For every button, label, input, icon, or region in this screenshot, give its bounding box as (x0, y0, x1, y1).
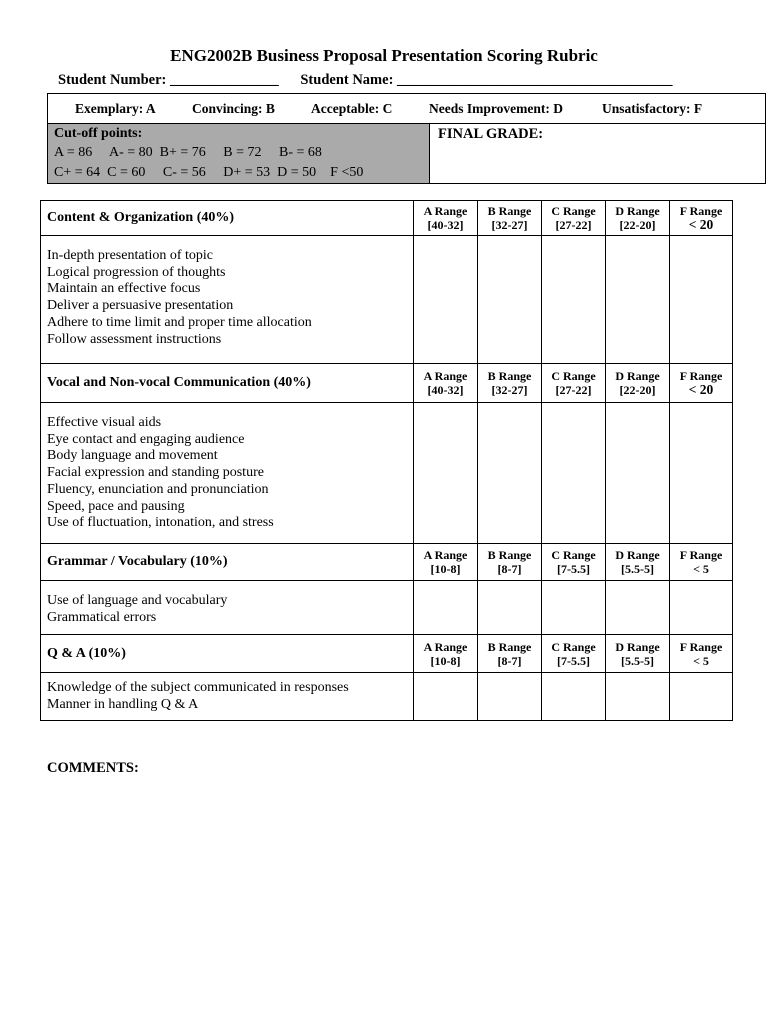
range-f (670, 635, 733, 673)
section-title: Q & A (10%) (41, 635, 414, 673)
range-label: B Range (487, 204, 532, 218)
score-cell-b[interactable] (478, 581, 542, 635)
range-value: [8-7] (497, 653, 522, 668)
criteria-list (41, 581, 414, 635)
score-cell-c[interactable] (542, 673, 606, 721)
range-label: F Range (679, 369, 723, 383)
range-value: [40-32] (427, 218, 464, 232)
range-value: [40-32] (427, 383, 464, 397)
score-cell-a[interactable] (414, 581, 478, 635)
range-c (542, 544, 606, 581)
range-value: < 5 (693, 653, 709, 668)
range-value: [7-5.5] (557, 653, 590, 668)
score-cell-a[interactable] (414, 673, 478, 721)
range-a (414, 201, 478, 236)
range-value: [27-22] (555, 218, 592, 232)
score-cell-f[interactable] (670, 403, 733, 544)
range-label: D Range (615, 369, 660, 383)
criterion: Body language and movement (47, 448, 218, 464)
score-cell-a[interactable] (414, 403, 478, 544)
cutoff-points-panel (48, 124, 430, 183)
range-label: A Range (423, 369, 468, 383)
criteria-row (41, 236, 733, 364)
cutoff-line-2: C+ = 64 C = 60 C- = 56 D+ = 53 D = 50 F <50 (54, 165, 364, 180)
range-d (606, 635, 670, 673)
criterion: Adhere to time limit and proper time allocation (47, 314, 312, 330)
student-info-line (58, 72, 691, 89)
range-value: [7-5.5] (557, 562, 590, 576)
criteria-row (41, 673, 733, 721)
criterion: Facial expression and standing posture (47, 465, 264, 481)
section-header-row (41, 635, 733, 673)
range-a (414, 364, 478, 403)
range-label: D Range (615, 639, 660, 654)
rubric-table (40, 200, 733, 721)
range-value: [10-8] (430, 653, 461, 668)
range-value: [27-22] (555, 383, 592, 397)
grade-unsatisfactory: Unsatisfactory: F (602, 101, 703, 116)
range-value: [5.5-5] (621, 562, 654, 576)
range-d (606, 544, 670, 581)
score-cell-b[interactable] (478, 403, 542, 544)
score-cell-f[interactable] (670, 236, 733, 364)
range-value: < 20 (688, 217, 714, 232)
range-label: B Range (487, 369, 532, 383)
range-f (670, 364, 733, 403)
section-header-row (41, 201, 733, 236)
range-d (606, 201, 670, 236)
page-title: ENG2002B Business Proposal Presentation Scoring Rubric (170, 46, 598, 65)
criteria-row (41, 581, 733, 635)
student-number-field[interactable]: Student Number: _______________ (58, 72, 279, 88)
grade-exemplary: Exemplary: A (75, 101, 156, 116)
range-value: [32-27] (491, 383, 528, 397)
range-label: B Range (487, 639, 532, 654)
range-label: C Range (551, 204, 596, 218)
range-value: [22-20] (619, 383, 656, 397)
criterion: Effective visual aids (47, 415, 162, 430)
range-a (414, 635, 478, 673)
criteria-list (41, 403, 414, 544)
section-header-row (41, 544, 733, 581)
criteria-list (41, 673, 414, 721)
range-label: C Range (551, 369, 596, 383)
range-value: [22-20] (619, 218, 656, 232)
score-cell-d[interactable] (606, 673, 670, 721)
score-cell-d[interactable] (606, 403, 670, 544)
criteria-list (41, 236, 414, 364)
range-value: < 5 (693, 562, 709, 576)
grade-needs-improvement: Needs Improvement: D (429, 101, 563, 116)
score-cell-d[interactable] (606, 236, 670, 364)
score-cell-d[interactable] (606, 581, 670, 635)
final-grade-label[interactable]: FINAL GRADE: (438, 126, 544, 142)
range-label: C Range (551, 548, 596, 562)
section-title: Grammar / Vocabulary (10%) (41, 544, 414, 581)
grade-scale-row (47, 93, 766, 124)
score-cell-c[interactable] (542, 236, 606, 364)
range-c (542, 364, 606, 403)
range-value: [32-27] (491, 218, 528, 232)
range-value: [8-7] (497, 562, 522, 576)
range-c (542, 201, 606, 236)
grade-convincing: Convincing: B (192, 101, 275, 116)
range-c (542, 635, 606, 673)
criterion: In-depth presentation of topic (47, 248, 214, 263)
range-a (414, 544, 478, 581)
criterion: Eye contact and engaging audience (47, 431, 245, 447)
range-label: A Range (423, 204, 468, 218)
range-label: F Range (679, 204, 723, 218)
section-title: Content & Organization (40%) (41, 201, 414, 236)
range-label: B Range (487, 548, 532, 562)
score-cell-a[interactable] (414, 236, 478, 364)
section-title: Vocal and Non-vocal Communication (40%) (41, 364, 414, 403)
range-value: [10-8] (430, 562, 461, 576)
range-label: D Range (615, 548, 660, 562)
score-cell-f[interactable] (670, 581, 733, 635)
range-label: D Range (615, 204, 660, 218)
criterion: Logical progression of thoughts (47, 264, 226, 280)
criterion: Use of language and vocabulary (47, 593, 228, 608)
score-cell-c[interactable] (542, 581, 606, 635)
criterion: Knowledge of the subject communicated in responses (47, 680, 349, 695)
cutoff-label: Cut-off points: (54, 126, 143, 141)
section-header-row (41, 364, 733, 403)
range-b (478, 364, 542, 403)
student-name-field[interactable]: Student Name: ______________________________________ (300, 72, 673, 88)
range-f (670, 544, 733, 581)
range-label: C Range (551, 639, 596, 654)
cutoff-line-1: A = 86 A- = 80 B+ = 76 B = 72 B- = 68 (54, 145, 322, 160)
criterion: Maintain an effective focus (47, 281, 201, 297)
criterion: Follow assessment instructions (47, 331, 222, 347)
range-b (478, 635, 542, 673)
range-d (606, 364, 670, 403)
range-value: < 20 (688, 382, 714, 397)
range-label: F Range (679, 639, 723, 654)
criterion: Grammatical errors (47, 609, 157, 625)
range-b (478, 201, 542, 236)
range-label: F Range (679, 548, 723, 562)
grade-acceptable: Acceptable: C (311, 101, 393, 116)
criteria-row (41, 403, 733, 544)
range-value: [5.5-5] (621, 653, 654, 668)
criterion: Deliver a persuasive presentation (47, 298, 234, 314)
criterion: Manner in handling Q & A (47, 696, 199, 712)
score-cell-b[interactable] (478, 673, 542, 721)
criterion: Use of fluctuation, intonation, and stress (47, 515, 274, 531)
comments-label: COMMENTS: (47, 760, 139, 776)
cutoff-final-box (47, 123, 766, 184)
score-cell-c[interactable] (542, 403, 606, 544)
criterion: Fluency, enunciation and pronunciation (47, 481, 269, 497)
range-f (670, 201, 733, 236)
range-label: A Range (423, 548, 468, 562)
score-cell-f[interactable] (670, 673, 733, 721)
score-cell-b[interactable] (478, 236, 542, 364)
range-label: A Range (423, 639, 468, 654)
criterion: Speed, pace and pausing (47, 498, 185, 514)
range-b (478, 544, 542, 581)
